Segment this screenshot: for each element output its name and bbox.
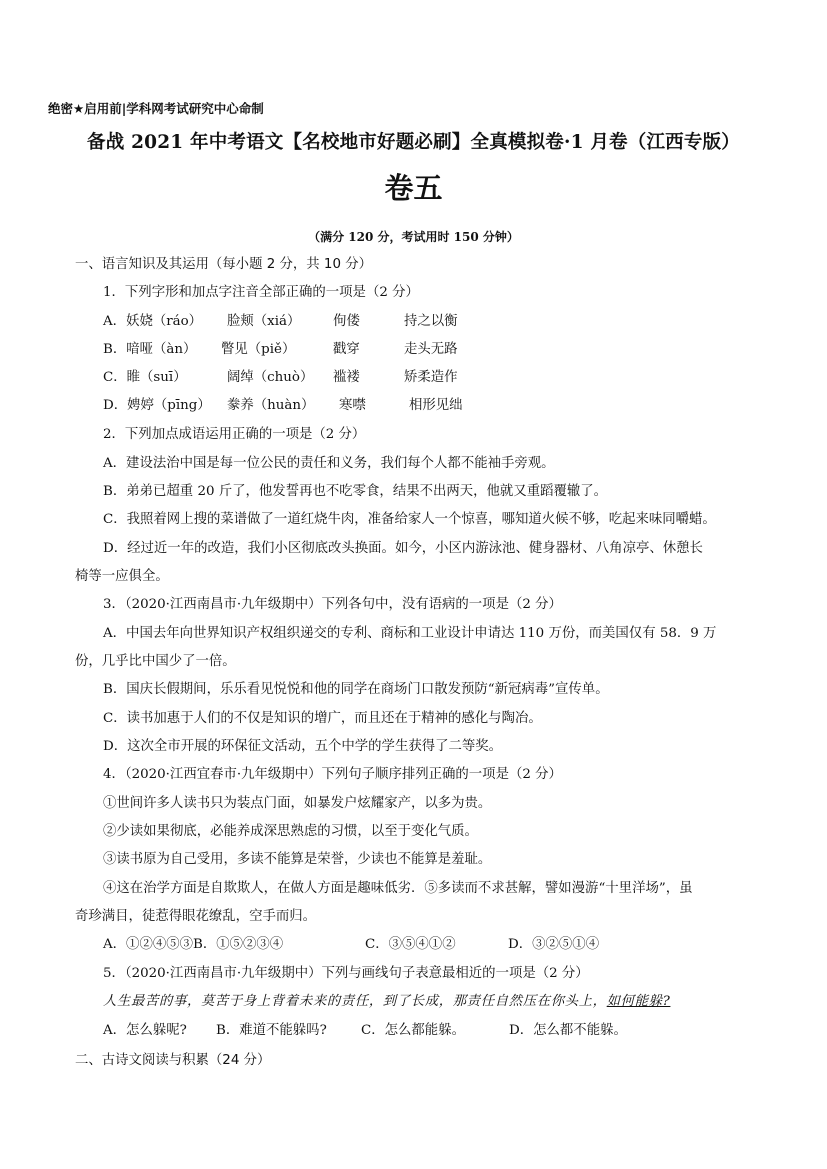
option-cell: 寒噤	[339, 398, 366, 413]
option-row	[103, 936, 599, 954]
option-cell: 持之以衡	[404, 314, 458, 329]
option-cell: A．怎么躲呢?	[103, 1023, 187, 1038]
sentence-line: ②少读如果彻底，必能养成深思熟虑的习惯，以至于变化气质。	[103, 824, 478, 839]
exam-title: 备战 2021 年中考语文【名校地市好题必刷】全真模拟卷·1 月卷（江西专版）	[87, 132, 740, 153]
option-line: C．读书加惠于人们的不仅是知识的增广，而且还在于精神的感化与陶冶。	[103, 711, 542, 726]
option-cell: 相形见绌	[409, 398, 463, 413]
option-cell: 瞥见（piě）	[221, 342, 296, 357]
option-cell: A．妖娆（ráo）	[103, 314, 203, 329]
option-line: D．经过近一年的改造，我们小区彻底改头换面。如今，小区内游泳池、健身器材、八角凉亭、休憩长	[103, 541, 703, 556]
option-cell: D．③②⑤①④	[508, 937, 600, 952]
option-cell: C．睢（suī）	[103, 370, 187, 385]
score-note: （满分 120 分，考试用时 150 分钟）	[308, 230, 519, 244]
option-row	[103, 341, 458, 359]
quote-text: 人生最苦的事，莫苦于身上背着未来的责任，到了长成，那责任自然压在你头上，	[103, 994, 607, 1009]
option-line: A．中国去年向世界知识产权组织递交的专利、商标和工业设计申请达 110 万份，而美国仅有 58．9 万	[103, 626, 717, 641]
question-stem: 5．（2020·江西南昌市·九年级期中）下列与画线句子表意最相近的一项是（2 分）	[103, 966, 589, 981]
option-cell: 阔绰（chuò）	[227, 370, 314, 385]
option-line: D．这次全市开展的环保征文活动，五个中学的学生获得了二等奖。	[103, 739, 503, 754]
option-line-continued: 椅等一应俱全。	[75, 569, 169, 584]
option-cell: 佝偻	[333, 314, 360, 329]
option-cell: 褴褛	[333, 370, 360, 385]
option-line-continued: 份，几乎比中国少了一倍。	[75, 654, 236, 669]
confidential-tag: 绝密★启用前|学科网考试研究中心命制	[48, 101, 264, 116]
option-cell: B．难道不能躲吗?	[216, 1023, 327, 1038]
option-cell: 脸颊（xiá）	[227, 314, 301, 329]
option-cell: 戳穿	[333, 342, 360, 357]
underlined-phrase: 如何能躲?	[606, 994, 671, 1009]
sentence-line-continued: 奇珍满目，徒惹得眼花缭乱，空手而归。	[75, 909, 317, 924]
sentence-line: ④这在治学方面是自欺欺人，在做人方面是趣味低劣．⑤多读而不求甚解，譬如漫游“十里洋场”，虽	[103, 881, 693, 896]
option-cell: B．喑哑（àn）	[103, 342, 197, 357]
option-cell: C．③⑤④①②	[365, 937, 456, 952]
option-row	[103, 369, 458, 387]
sentence-line: ①世间许多人读书只为装点门面，如暴发户炫耀家产，以多为贵。	[103, 796, 492, 811]
sentence-line: ③读书原为自己受用，多读不能算是荣誉，少读也不能算是羞耻。	[103, 852, 492, 867]
option-cell: 豢养（huàn）	[227, 398, 315, 413]
option-line: B．国庆长假期间，乐乐看见悦悦和他的同学在商场门口散发预防“新冠病毒”宣传单。	[103, 682, 609, 697]
section-heading: 二、古诗文阅读与积累（24 分）	[75, 1053, 271, 1068]
option-cell: D．怎么都不能躲。	[509, 1023, 627, 1038]
option-line: B．弟弟已超重 20 斤了，他发誓再也不吃零食，结果不出两天，他就又重蹈覆辙了。	[103, 484, 608, 499]
option-cell: D．娉婷（pīng）	[103, 398, 211, 413]
quoted-sentence	[103, 993, 670, 1011]
option-cell: C．怎么都能躲。	[361, 1023, 465, 1038]
option-cell: 走头无路	[404, 342, 458, 357]
question-stem: 1．下列字形和加点字注音全部正确的一项是（2 分）	[103, 285, 419, 300]
option-row	[103, 313, 458, 331]
option-row	[103, 397, 463, 415]
paper-name: 卷五	[384, 171, 443, 205]
question-stem: 2．下列加点成语运用正确的一项是（2 分）	[103, 427, 366, 442]
option-row	[103, 1022, 627, 1040]
option-line: A．建设法治中国是每一位公民的责任和义务，我们每个人都不能袖手旁观。	[103, 456, 555, 471]
question-stem: 3．（2020·江西南昌市·九年级期中）下列各句中，没有语病的一项是（2 分）	[103, 597, 562, 612]
option-line: C．我照着网上搜的菜谱做了一道红烧牛肉，准备给家人一个惊喜，哪知道火候不够，吃起来味同嚼蜡。	[103, 512, 716, 527]
section-heading: 一、语言知识及其运用（每小题 2 分，共 10 分）	[75, 257, 373, 272]
option-cell: 矫柔造作	[404, 370, 458, 385]
option-cell: A．①②④⑤③B．①⑤②③④	[103, 937, 284, 952]
question-stem: 4．（2020·江西宜春市·九年级期中）下列句子顺序排列正确的一项是（2 分）	[103, 767, 562, 782]
